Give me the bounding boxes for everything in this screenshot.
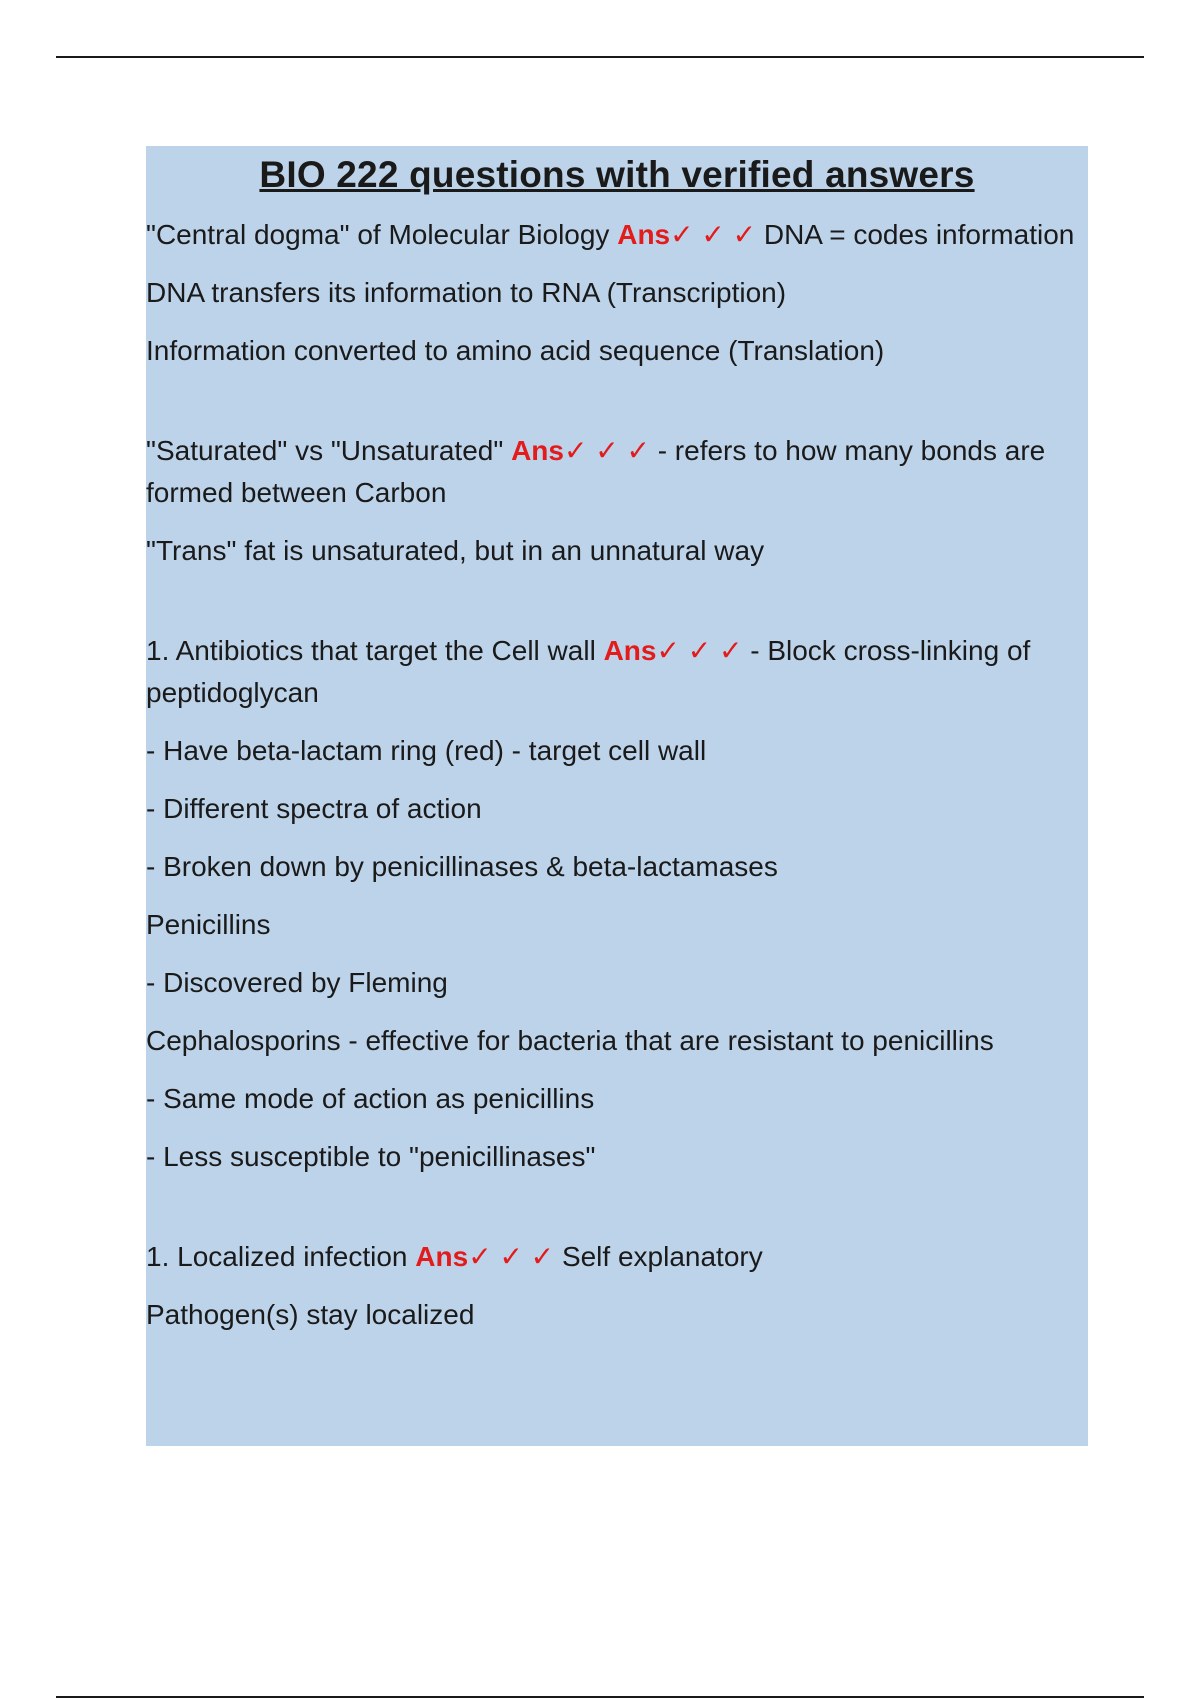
- question-text: 1. Localized infection: [146, 1241, 408, 1273]
- question-text: 1. Antibiotics that target the Cell wall: [146, 635, 596, 667]
- answer-text: Self explanatory: [561, 1241, 763, 1273]
- ans-label: Ans: [603, 635, 657, 667]
- top-rule: [56, 56, 1144, 58]
- question-text: "Central dogma" of Molecular Biology: [146, 219, 610, 251]
- block-spacer: [146, 388, 1088, 430]
- ans-label: Ans: [415, 1241, 469, 1273]
- block-spacer: [146, 1194, 1088, 1236]
- answer-line: - Different spectra of action: [146, 793, 482, 825]
- answer-text: DNA = codes information: [763, 219, 1075, 251]
- answer-line: - Broken down by penicillinases & beta-lactamases: [146, 851, 778, 883]
- document-title: BIO 222 questions with verified answers: [259, 154, 975, 195]
- answer-line: Pathogen(s) stay localized: [146, 1299, 475, 1331]
- question-line: [146, 214, 1088, 256]
- answer-text: - refers to how many bonds are formed between Carbon: [146, 435, 1046, 509]
- document-panel: [146, 146, 1088, 1446]
- check-marks-icon: ✓ ✓ ✓: [670, 219, 757, 251]
- block-spacer: [146, 588, 1088, 630]
- answer-line: Cephalosporins - effective for bacteria that are resistant to penicillins: [146, 1025, 994, 1057]
- answer-line: - Have beta-lactam ring (red) - target cell wall: [146, 735, 707, 767]
- check-marks-icon: ✓ ✓ ✓: [656, 635, 743, 667]
- check-marks-icon: ✓ ✓ ✓: [563, 435, 650, 467]
- answer-line: "Trans" fat is unsaturated, but in an unnatural way: [146, 535, 765, 567]
- ans-label: Ans: [511, 435, 564, 467]
- document-content: [146, 214, 1088, 1336]
- answer-line: DNA transfers its information to RNA (Transcription): [146, 277, 787, 309]
- question-line: [146, 630, 1088, 714]
- answer-line: - Less susceptible to "penicillinases": [146, 1141, 596, 1173]
- question-text: "Saturated" vs "Unsaturated": [146, 435, 504, 467]
- bottom-rule: [56, 1696, 1144, 1698]
- question-line: [146, 430, 1088, 514]
- ans-label: Ans: [617, 219, 671, 251]
- check-marks-icon: ✓ ✓ ✓: [468, 1241, 555, 1273]
- answer-line: - Discovered by Fleming: [146, 967, 448, 999]
- answer-line: Penicillins: [146, 909, 271, 941]
- answer-text: - Block cross-linking of peptidoglycan: [146, 635, 1031, 709]
- answer-line: - Same mode of action as penicillins: [146, 1083, 595, 1115]
- answer-line: Information converted to amino acid sequence (Translation): [146, 335, 885, 367]
- question-line: [146, 1236, 1088, 1278]
